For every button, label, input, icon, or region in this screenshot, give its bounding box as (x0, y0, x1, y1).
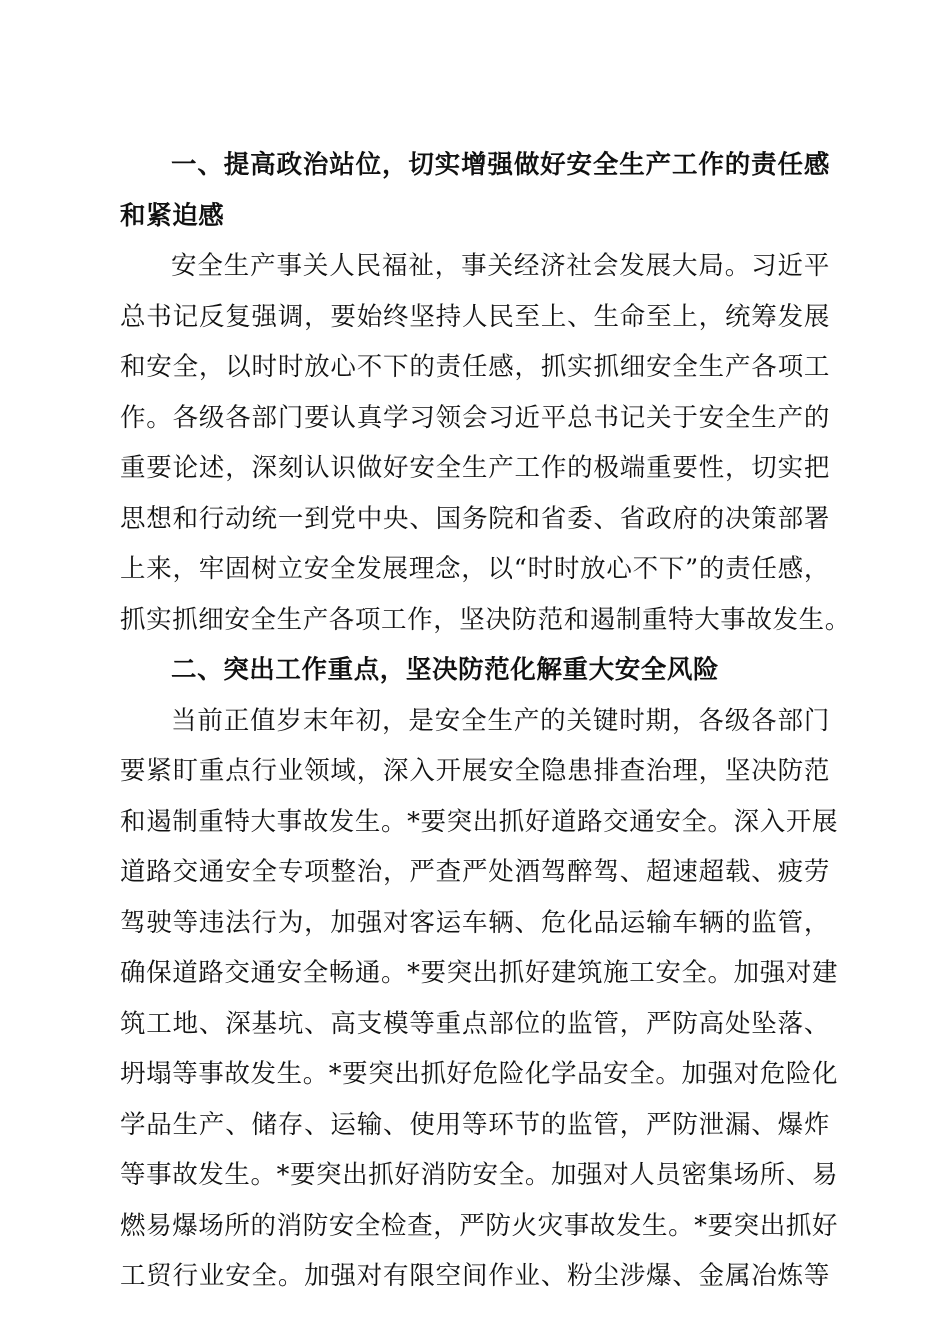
section-heading-1-line-2: 和紧迫感 (120, 200, 225, 231)
paragraph-line: 要紧盯重点行业领域，深入开展安全隐患排查治理，坚决防范 (120, 756, 830, 786)
paragraph-line: 思想和行动统一到党中央、国务院和省委、省政府的决策部署 (120, 503, 830, 534)
section-heading-1-line-1: 一、提高政治站位，切实增强做好安全生产工作的责任感 (171, 150, 830, 180)
paragraph-2 (120, 696, 839, 1302)
paragraph-line: 当前正值岁末年初，是安全生产的关键时期，各级各部门 (171, 705, 830, 736)
paragraph-line: 坍塌等事故发生。*要突出抓好危险化学品安全。加强对危险化 (120, 1059, 839, 1089)
section-heading-2: 二、突出工作重点，坚决防范化解重大安全风险 (171, 655, 720, 685)
paragraph-line: 作。各级各部门要认真学习领会习近平总书记关于安全生产的 (120, 402, 830, 433)
paragraph-line: 安全生产事关人民福祉，事关经济社会发展大局。习近平 (171, 251, 830, 281)
paragraph-line: 和遏制重特大事故发生。*要突出抓好道路交通安全。深入开展 (120, 806, 839, 837)
paragraph-line: 工贸行业安全。加强对有限空间作业、粉尘涉爆、金属冶炼等 (120, 1261, 830, 1291)
paragraph-line: 筑工地、深基坑、高支模等重点部位的监管，严防高处坠落、 (120, 1008, 830, 1039)
paragraph-line: 总书记反复强调，要始终坚持人民至上、生命至上，统筹发展 (120, 301, 830, 332)
paragraph-line: 和安全，以时时放心不下的责任感，抓实抓细安全生产各项工 (120, 352, 830, 382)
document-body (120, 140, 851, 1302)
paragraph-line: 学品生产、储存、运输、使用等环节的监管，严防泄漏、爆炸 (120, 1109, 830, 1140)
paragraph-line: 上来，牢固树立安全发展理念，以“时时放心不下”的责任感， (120, 554, 830, 584)
paragraph-line: 重要论述，深刻认识做好安全生产工作的极端重要性，切实把 (120, 453, 830, 483)
paragraph-line: 驾驶等违法行为，加强对客运车辆、危化品运输车辆的监管， (120, 907, 830, 938)
paragraph-line: 道路交通安全专项整治，严查严处酒驾醉驾、超速超载、疲劳 (120, 857, 830, 887)
paragraph-line: 抓实抓细安全生产各项工作，坚决防范和遏制重特大事故发生。 (120, 604, 851, 635)
paragraph-line: 等事故发生。*要突出抓好消防安全。加强对人员密集场所、易 (120, 1160, 839, 1190)
paragraph-line: 确保道路交通安全畅通。*要突出抓好建筑施工安全。加强对建 (120, 958, 839, 988)
paragraph-1 (120, 241, 851, 645)
paragraph-line: 燃易爆场所的消防安全检查，严防火灾事故发生。*要突出抓好 (120, 1210, 839, 1241)
